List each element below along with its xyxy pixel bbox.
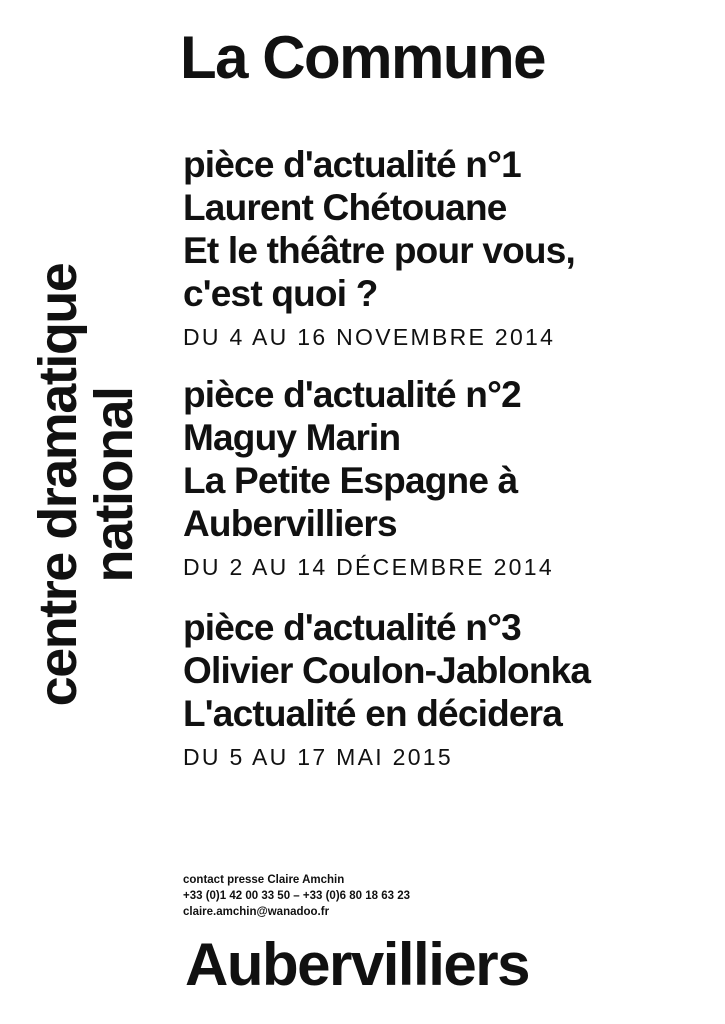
piece-dates: DU 2 AU 14 DÉCEMBRE 2014 [183, 554, 554, 580]
vertical-subtitle-line-1: centre dramatique [28, 263, 88, 707]
piece-dates: DU 4 AU 16 NOVEMBRE 2014 [183, 324, 556, 350]
vertical-subtitle [28, 230, 144, 740]
piece-title-line-2: c'est quoi ? [183, 273, 378, 314]
piece-number: pièce d'actualité n°3 [183, 607, 521, 648]
piece-title-line-2: Aubervilliers [183, 503, 397, 544]
piece-title-line-1: La Petite Espagne à [183, 460, 518, 501]
piece-number: pièce d'actualité n°1 [183, 144, 521, 185]
piece-author: Maguy Marin [183, 417, 401, 458]
press-contact-label: contact presse Claire Amchin [183, 874, 345, 886]
press-contact-email[interactable]: claire.amchin@wanadoo.fr [183, 906, 330, 918]
piece-title-line-1: Et le théâtre pour vous, [183, 230, 575, 271]
press-contact [183, 872, 410, 920]
piece-dates: DU 5 AU 17 MAI 2015 [183, 744, 453, 770]
piece-2 [183, 373, 554, 581]
press-contact-phones: +33 (0)1 42 00 33 50 – +33 (0)6 80 18 63 23 [183, 890, 410, 902]
piece-author: Laurent Chétouane [183, 187, 507, 228]
page-title: La Commune [180, 24, 546, 91]
piece-number: pièce d'actualité n°2 [183, 374, 521, 415]
piece-title-line-1: L'actualité en décidera [183, 693, 563, 734]
piece-1 [183, 143, 575, 351]
piece-3 [183, 606, 590, 771]
footer-city: Aubervilliers [185, 931, 529, 998]
piece-author: Olivier Coulon-Jablonka [183, 650, 591, 691]
vertical-subtitle-line-2: national [84, 387, 144, 583]
